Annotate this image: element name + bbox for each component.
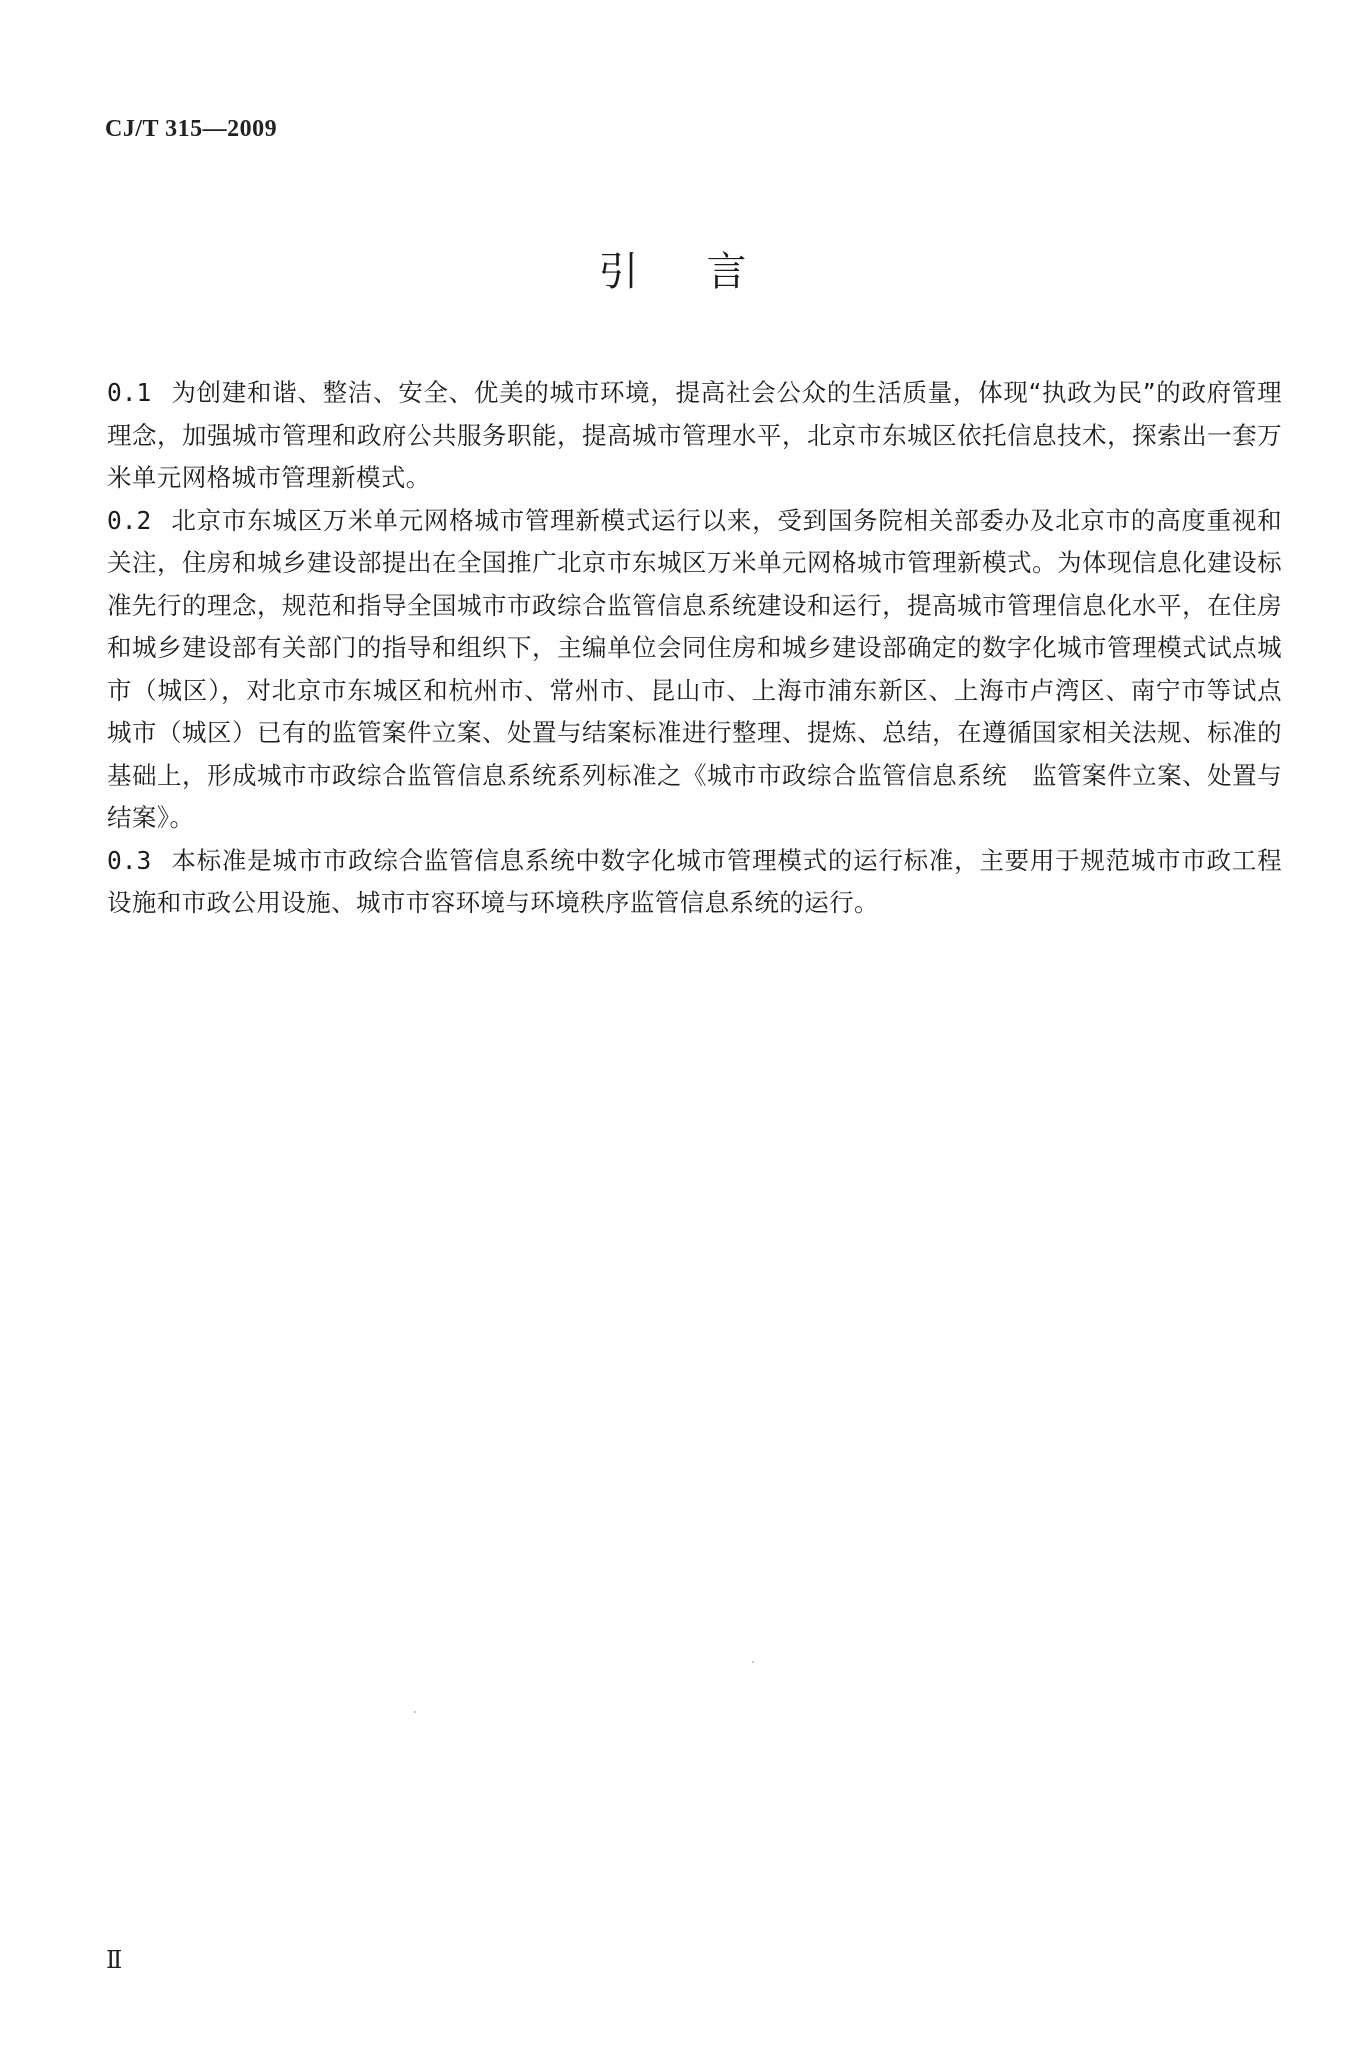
paragraph-text: 为创建和谐、整洁、安全、优美的城市环境，提高社会公众的生活质量，体现“执政为民”的政府管理理念，加强城市管理和政府公共服务职能，提高城市管理水平，北京市东城区依托信息技术，探索出一套万米单元网格城市管理新模式。 bbox=[107, 378, 1282, 492]
paragraph-text: 北京市东城区万米单元网格城市管理新模式运行以来，受到国务院相关部委办及北京市的高度重视和关注，住房和城乡建设部提出在全国推广北京市东城区万米单元网格城市管理新模式。为体现信息化建设标准先行的理念，规范和指导全国城市市政综合监管信息系统建设和运行，提高城市管理信息化水平，在住房和城乡建设部有关部门的指导和组织下，主编单位会同住房和城乡建设部确定的数字化城市管理模式试点城市（城区），对北京市东城区和杭州市、常州市、昆山市、上海市浦东新区、上海市卢湾区、南宁市等试点城市（城区）已有的监管案件立案、处置与结案标准进行整理、提炼、总结，在遵循国家相关法规、标准的基础上，形成城市市政综合监管信息系统系列标准之《城市市政综合监管信息系统 监管案件立案、处置与结案》。 bbox=[107, 505, 1282, 832]
page-title: 引言 bbox=[598, 249, 815, 295]
paragraph-0-2 bbox=[107, 500, 1282, 840]
scan-speck bbox=[752, 1661, 754, 1663]
paragraph-0-1 bbox=[107, 372, 1282, 500]
introduction-body bbox=[107, 372, 1282, 925]
paragraph-text: 本标准是城市市政综合监管信息系统中数字化城市管理模式的运行标准，主要用于规范城市市政工程设施和市政公用设施、城市市容环境与环境秩序监管信息系统的运行。 bbox=[107, 845, 1282, 917]
standard-number: CJ/T 315—2009 bbox=[105, 116, 278, 142]
scan-speck bbox=[414, 1711, 416, 1713]
page-number: Ⅱ bbox=[106, 1948, 123, 1974]
paragraph-number: 0.2 bbox=[107, 505, 152, 535]
paragraph-0-3 bbox=[107, 840, 1282, 925]
paragraph-number: 0.1 bbox=[107, 378, 152, 407]
paragraph-number: 0.3 bbox=[107, 845, 152, 875]
